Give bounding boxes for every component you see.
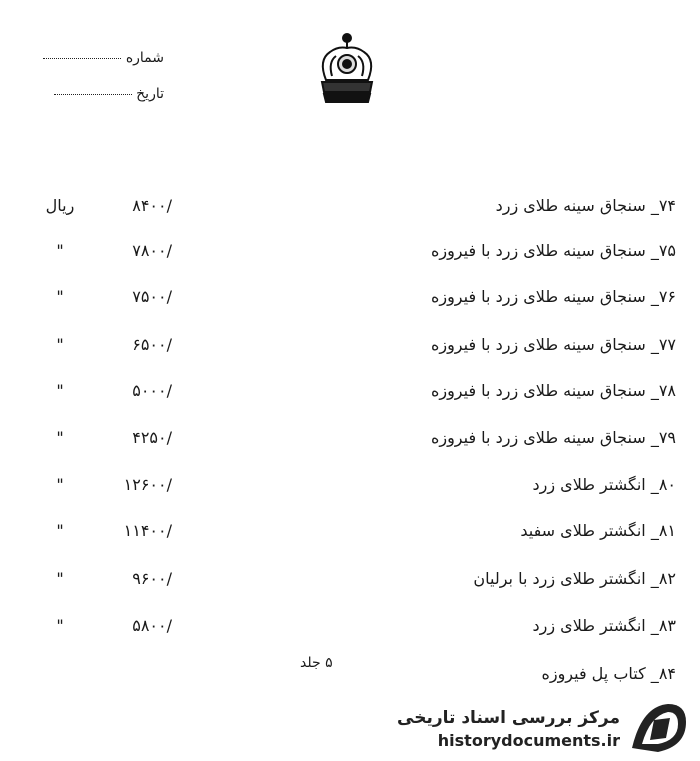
item-amount: ۸۴۰۰/ xyxy=(132,196,172,215)
item-description: ۷۴_ سنجاق سینه طلای زرد xyxy=(495,196,676,215)
item-row xyxy=(0,381,700,411)
item-amount: ۶۵۰۰/ xyxy=(132,335,172,354)
item-description: ۷۵_ سنجاق سینه طلای زرد با فیروزه xyxy=(430,241,676,260)
item-row xyxy=(0,475,700,505)
item-unit: " xyxy=(56,569,64,588)
item-amount: ۱۱۴۰۰/ xyxy=(123,521,172,540)
item-row xyxy=(0,196,700,226)
item-amount: ۷۸۰۰/ xyxy=(132,241,172,260)
item-description: ۸۱_ انگشتر طلای سفید xyxy=(520,521,676,540)
item-description: ۸۳_ انگشتر طلای زرد xyxy=(532,616,676,635)
item-unit: " xyxy=(56,335,64,354)
item-row xyxy=(0,616,700,646)
number-line xyxy=(43,58,121,59)
item-row xyxy=(0,569,700,599)
watermark-name: مرکز بررسی اسناد تاریخی xyxy=(397,708,620,728)
date-field xyxy=(34,86,164,102)
item-row xyxy=(0,335,700,365)
date-label: تاریخ xyxy=(136,86,164,102)
crown-emblem-icon xyxy=(312,30,382,106)
item-amount: ۷۵۰۰/ xyxy=(132,287,172,306)
item-amount: ۱۲۶۰۰/ xyxy=(123,475,172,494)
item-unit: " xyxy=(56,241,64,260)
item-description: ۷۶_ سنجاق سینه طلای زرد با فیروزه xyxy=(430,287,676,306)
item-row xyxy=(0,664,700,694)
volume-note: ۵ جلد xyxy=(300,655,333,671)
item-description: ۷۸_ سنجاق سینه طلای زرد با فیروزه xyxy=(430,381,676,400)
item-unit: " xyxy=(56,475,64,494)
item-description: ۸۰_ انگشتر طلای زرد xyxy=(532,475,676,494)
item-amount: ۵۸۰۰/ xyxy=(132,616,172,635)
item-amount: ۵۰۰۰/ xyxy=(132,381,172,400)
item-unit: ریال xyxy=(45,196,75,215)
item-unit: " xyxy=(56,381,64,400)
item-description: ۷۹_ سنجاق سینه طلای زرد با فیروزه xyxy=(430,428,676,447)
book-logo-icon xyxy=(628,700,690,756)
date-line xyxy=(54,94,132,95)
item-unit: " xyxy=(56,287,64,306)
item-amount: ۹۶۰۰/ xyxy=(132,569,172,588)
number-label: شماره xyxy=(125,50,164,66)
item-unit: " xyxy=(56,616,64,635)
item-row xyxy=(0,287,700,317)
item-row xyxy=(0,428,700,458)
item-row xyxy=(0,241,700,271)
item-description: ۸۲_ انگشتر طلای زرد با برلیان xyxy=(473,569,676,588)
item-description: ۸۴_ کتاب پل فیروزه xyxy=(541,664,676,683)
item-amount: ۴۲۵۰/ xyxy=(132,428,172,447)
number-field xyxy=(34,50,164,66)
item-unit: " xyxy=(56,428,64,447)
watermark-url: historydocuments.ir xyxy=(437,731,620,750)
item-row xyxy=(0,521,700,551)
item-description: ۷۷_ سنجاق سینه طلای زرد با فیروزه xyxy=(430,335,676,354)
item-unit: " xyxy=(56,521,64,540)
